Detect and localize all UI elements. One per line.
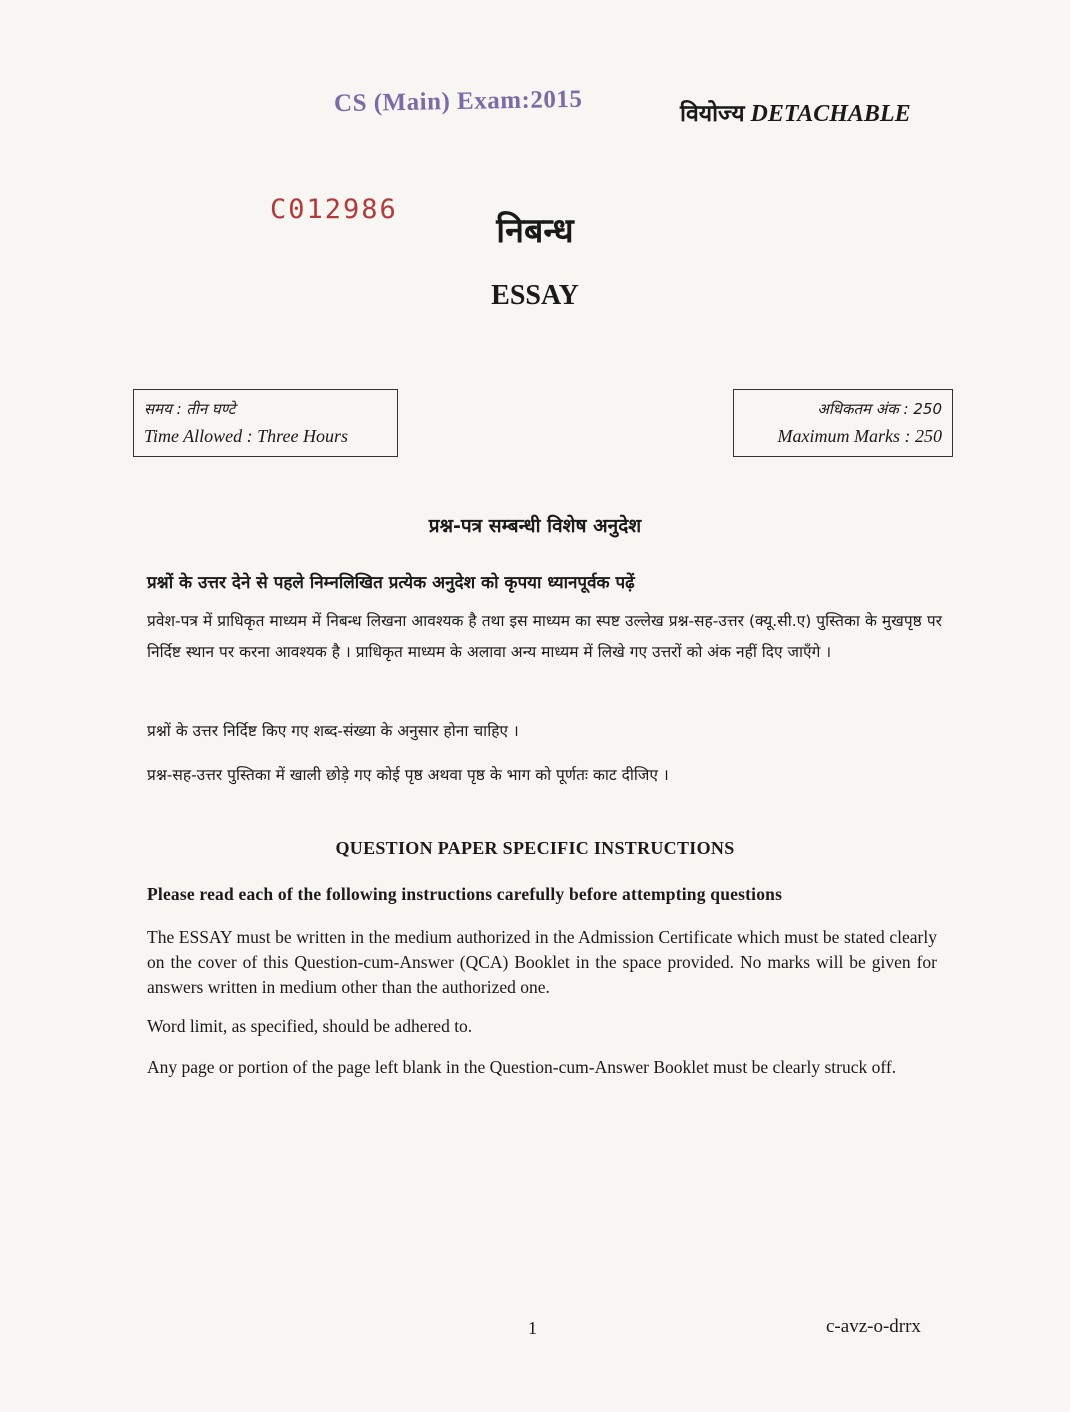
time-allowed-english: Time Allowed : Three Hours	[144, 426, 349, 446]
english-instruction-paragraph: Any page or portion of the page left blank in the Question-cum-Answer Booklet must be clearly struck off.	[147, 1057, 897, 1077]
time-allowed-hindi: समय : तीन घण्टे	[144, 400, 236, 418]
detachable-label	[680, 96, 911, 128]
title-english: ESSAY	[491, 280, 579, 311]
english-instructions-subheading: Please read each of the following instructions carefully before attempting questions	[147, 884, 783, 904]
page-number: 1	[528, 1318, 537, 1338]
paper-code: c-avz-o-drrx	[826, 1316, 921, 1337]
maximum-marks-hindi: अधिकतम अंक : 250	[817, 400, 942, 418]
hindi-instructions-heading: प्रश्न-पत्र सम्बन्धी विशेष अनुदेश	[428, 515, 642, 537]
detachable-label-english: DETACHABLE	[750, 101, 911, 127]
exam-stamp: CS (Main) Exam:2015	[333, 85, 583, 118]
hindi-instruction-paragraph: प्रश्नों के उत्तर निर्दिष्ट किए गए शब्द-संख्या के अनुसार होना चाहिए ।	[147, 722, 519, 740]
title-hindi: निबन्ध	[496, 211, 574, 251]
hindi-instruction-paragraph: प्रवेश-पत्र में प्राधिकृत माध्यम में निबन्ध लिखना आवश्यक है तथा इस माध्यम का स्पष्ट उल्लेख प्रश्न-सह-उत्तर (क्यू.सी.ए) पुस्तिका के मुखपृष्ठ पर निर्दिष्ट स्थान पर करना आवश्यक है । प्राधिकृत माध्यम के अलावा अन्य माध्यम में लिखे गए उत्तरों को अंक नहीं दिए जाएँगे ।	[147, 612, 942, 661]
detachable-label-hindi: वियोज्य	[680, 101, 745, 127]
hindi-instructions-subheading: प्रश्नों के उत्तर देने से पहले निम्नलिखित प्रत्येक अनुदेश को कृपया ध्यानपूर्वक पढ़ें	[147, 573, 635, 593]
english-instructions-heading: QUESTION PAPER SPECIFIC INSTRUCTIONS	[335, 838, 735, 858]
maximum-marks-english: Maximum Marks : 250	[777, 426, 942, 446]
english-instruction-paragraph: Word limit, as specified, should be adhered to.	[147, 1016, 473, 1036]
hindi-instruction-paragraph: प्रश्न-सह-उत्तर पुस्तिका में खाली छोड़े गए कोई पृष्ठ अथवा पृष्ठ के भाग को पूर्णतः काट दीजिए ।	[147, 766, 669, 784]
serial-number: C012986	[270, 194, 398, 225]
english-instruction-paragraph: The ESSAY must be written in the medium authorized in the Admission Certificate which must be stated clearly on the cover of this Question-cum-Answer (QCA) Booklet in the space provided. No marks will be given for answers written in medium other than the authorized one.	[147, 927, 937, 997]
maximum-marks-box	[733, 389, 953, 457]
time-allowed-box	[133, 389, 398, 457]
